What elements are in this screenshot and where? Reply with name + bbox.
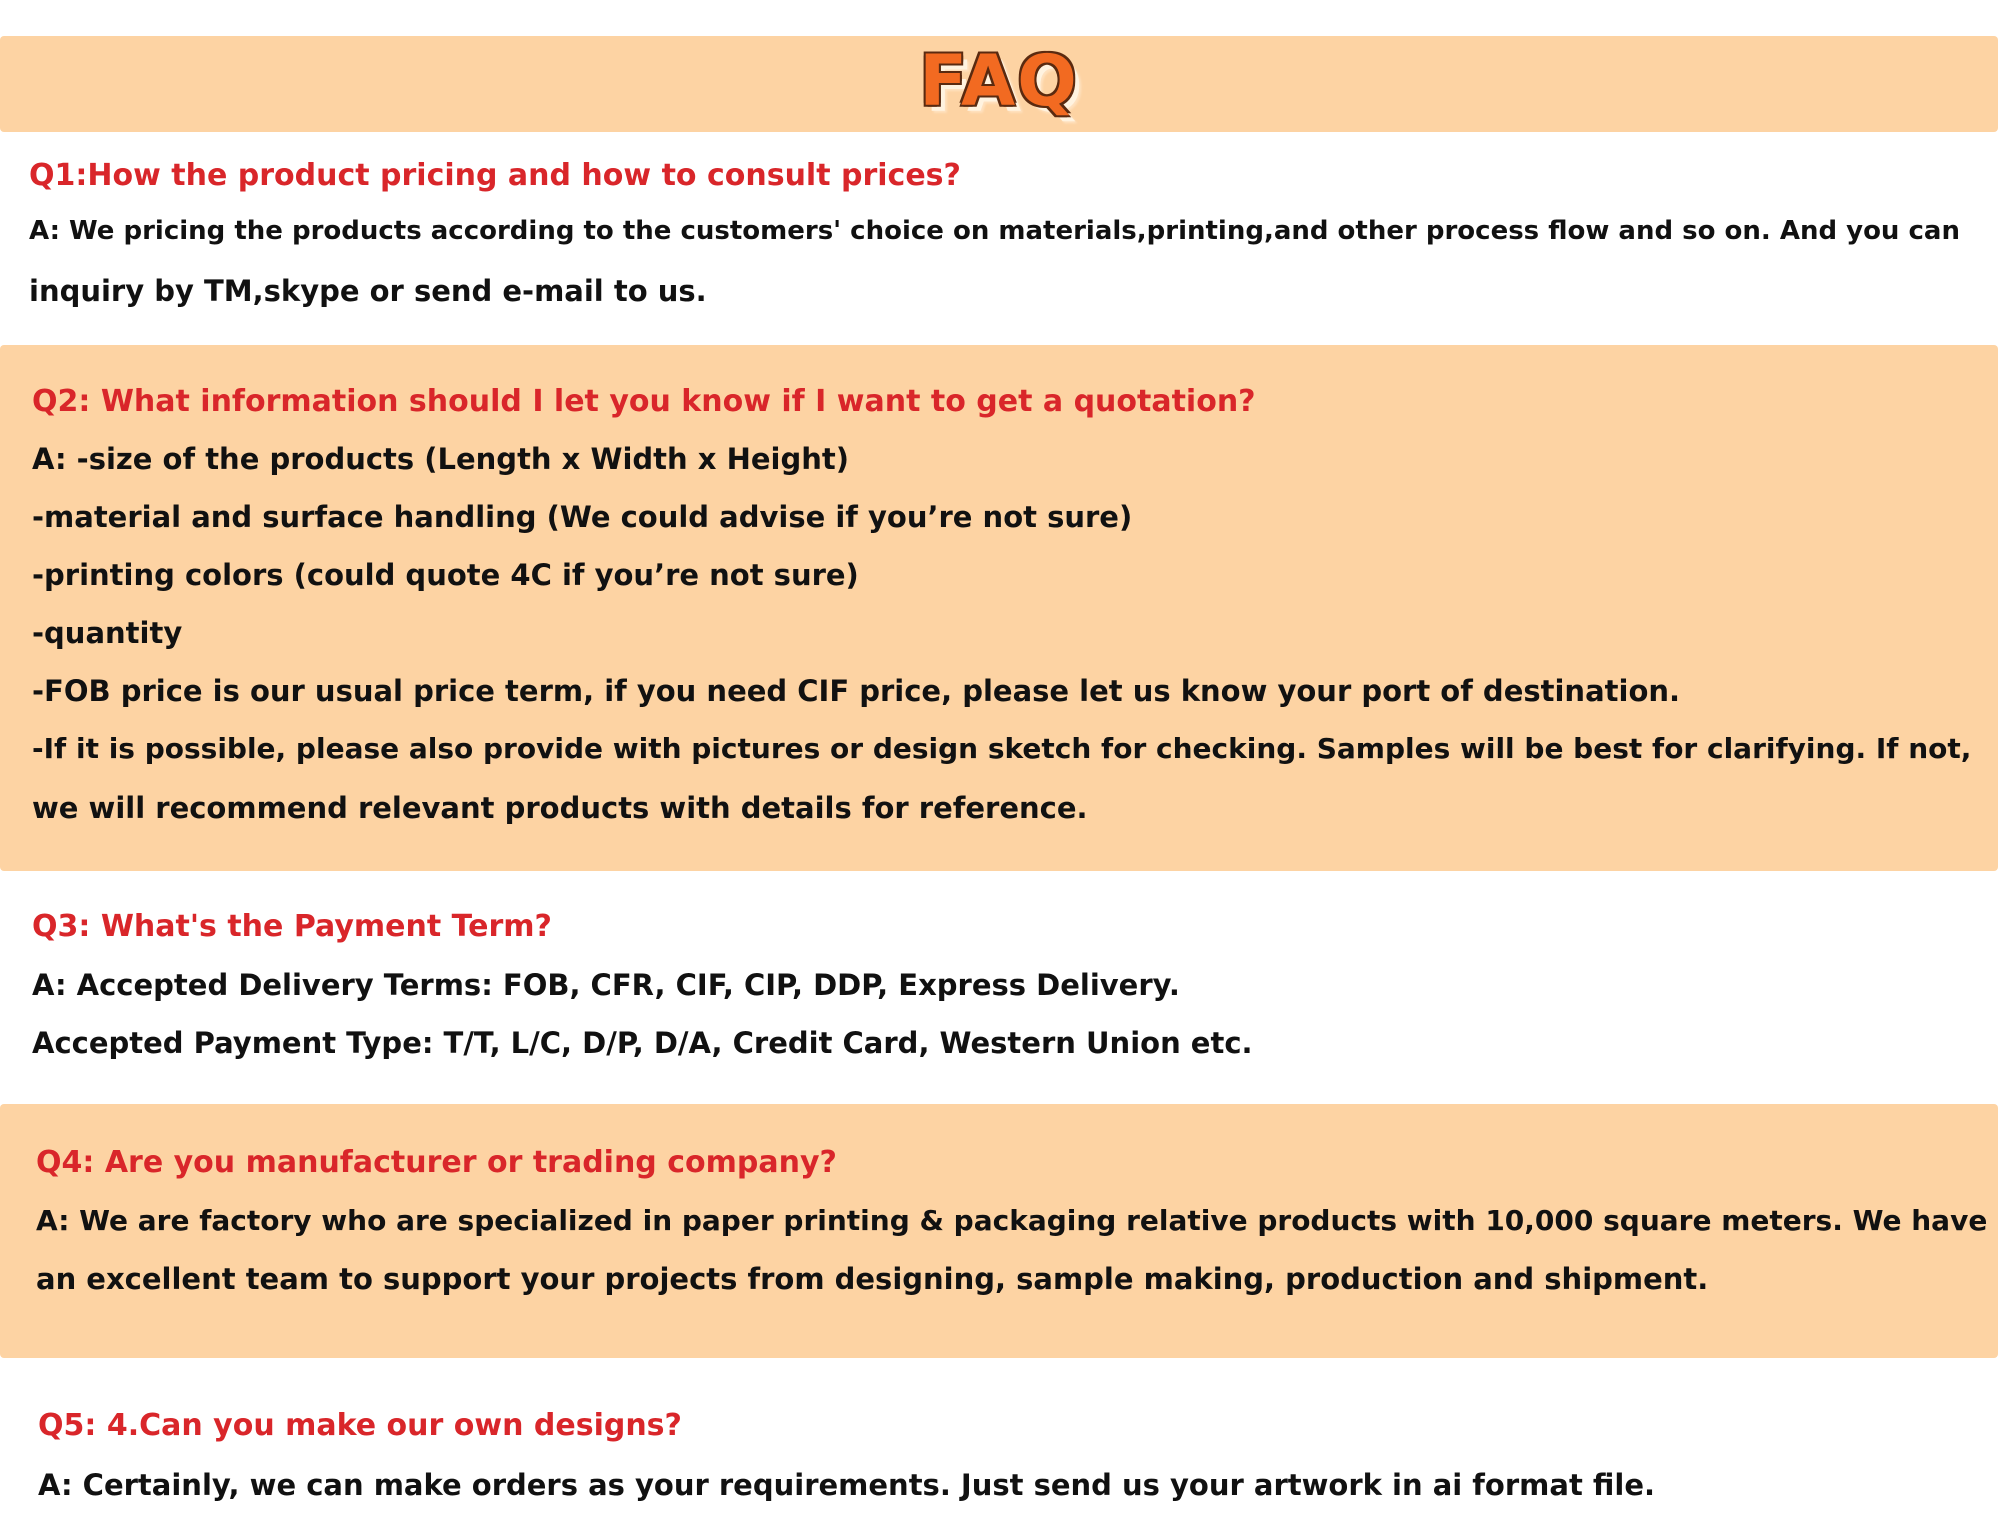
q2-answer-line-1: A: -size of the products (Length x Width x Height) [32,442,849,476]
q3-question: Q3: What's the Payment Term? [32,909,552,944]
q2-answer-line-4: -quantity [32,616,183,650]
q2-answer-line-6: -If it is possible, please also provide with pictures or design sketch for checking. Samples will be best for clarifying. If not, [32,732,1972,765]
q4-question: Q4: Are you manufacturer or trading company? [36,1145,837,1180]
q5-answer-line-1: A: Certainly, we can make orders as your requirements. Just send us your artwork in ai format file. [38,1468,1656,1502]
q4-answer-line-2: an excellent team to support your projects from designing, sample making, production and shipment. [36,1262,1709,1296]
faq-title: FAQ [919,40,1079,122]
q4-answer-line-1: A: We are factory who are specialized in paper printing & packaging relative products with 10,000 square meters. We have [36,1204,1988,1237]
q1-answer-line-1: A: We pricing the products according to the customers' choice on materials,printing,and other process flow and so on. And you can [29,216,1960,246]
q1-answer-line-2: inquiry by TM,skype or send e-mail to us. [29,274,707,308]
q2-answer-line-7: we will recommend relevant products with details for reference. [32,791,1088,825]
q2-answer-line-5: -FOB price is our usual price term, if you need CIF price, please let us know your port of destination. [32,674,1681,708]
q2-answer-line-2: -material and surface handling (We could advise if you’re not sure) [32,500,1133,534]
q5-question: Q5: 4.Can you make our own designs? [38,1408,682,1443]
q3-answer-line-2: Accepted Payment Type: T/T, L/C, D/P, D/A, Credit Card, Western Union etc. [32,1026,1253,1060]
faq-header-banner [0,36,1998,132]
q2-answer-line-3: -printing colors (could quote 4C if you’re not sure) [32,558,859,592]
q2-question: Q2: What information should I let you know if I want to get a quotation? [32,384,1256,419]
q3-answer-line-1: A: Accepted Delivery Terms: FOB, CFR, CIF, CIP, DDP, Express Delivery. [32,968,1180,1002]
q1-question: Q1:How the product pricing and how to consult prices? [29,158,961,193]
